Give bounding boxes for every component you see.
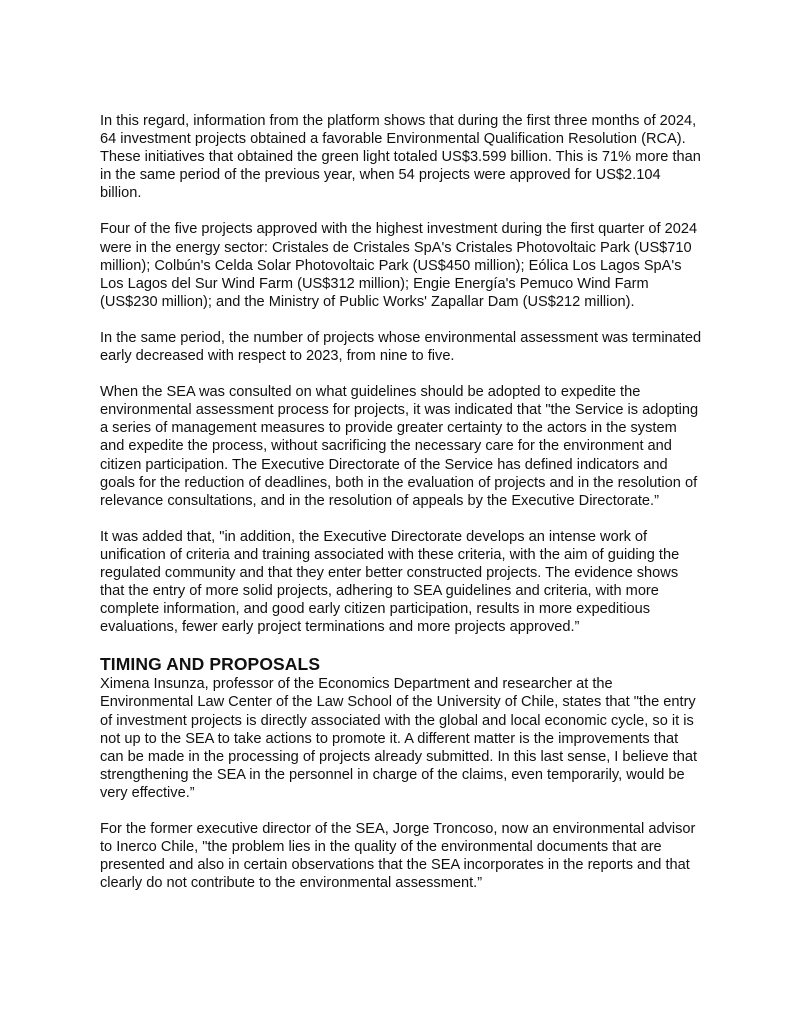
paragraph-executive-directorate: It was added that, "in addition, the Executive Directorate develops an intense work of unification of criteria and training associated with these criteria, with the aim of guiding the regulated community and that they enter better constructed projects. The evidence shows that the entry of more solid projects, adhering to SEA guidelines and criteria, with more complete information, and good early citizen participation, results in more expeditious evaluations, fewer early project terminations and more projects approved.” bbox=[100, 528, 680, 636]
paragraph-sea-guidelines: When the SEA was consulted on what guidelines should be adopted to expedite the environmental assessment process for projects, it was indicated that "the Service is adopting a series of management measures to provide greater certainty to the actors in the system and expedite the process, without sacrificing the necessary care for the environment and citizen participation. The Executive Directorate of the Service has defined indicators and goals for the reduction of deadlines, both in the evaluation of projects and in the resolution of relevance consultations, and in the resolution of appeals by the Executive Directorate.” bbox=[100, 384, 699, 509]
document-page bbox=[100, 112, 705, 910]
paragraph-rca-results: In this regard, information from the platform shows that during the first three months of 2024, 64 investment projects obtained a favorable Environmental Qualification Resolution (RCA). These initiatives that obtained the green light totaled US$3.599 billion. This is 71% more than in the same period of the previous year, when 54 projects were approved for US$2.104 billion. bbox=[100, 113, 701, 202]
paragraph-troncoso-quote: For the former executive director of the SEA, Jorge Troncoso, now an environmental advisor to Inerco Chile, "the problem lies in the quality of the environmental documents that are presented and also in certain observations that the SEA incorporates in the reports and that clearly do not contribute to the environmental assessment.” bbox=[100, 821, 696, 892]
section-heading: TIMING AND PROPOSALS bbox=[100, 654, 321, 675]
paragraph-early-terminations: In the same period, the number of projects whose environmental assessment was terminated early decreased with respect to 2023, from nine to five. bbox=[100, 329, 702, 365]
paragraph-top-projects: Four of the five projects approved with the highest investment during the first quarter of 2024 were in the energy sector: Cristales de Cristales SpA's Cristales Photovoltaic Park (US$710 million); Colbún's Celda Solar Photovoltaic Park (US$450 million); Eólica Los Lagos SpA's Los Lagos del Sur Wind Farm (US$312 million); Engie Energía's Pemuco Wind Farm (US$230 million); and the Ministry of Public Works' Zapallar Dam (US$212 million). bbox=[100, 221, 698, 310]
paragraph-insunza-quote: Ximena Insunza, professor of the Economics Department and researcher at the Environmental Law Center of the Law School of the University of Chile, states that "the entry of investment projects is directly associated with the global and local economic cycle, so it is not up to the SEA to take actions to promote it. A different matter is the improvements that can be made in the processing of projects already submitted. In this last sense, I believe that strengthening the SEA in the personnel in charge of the claims, even temporarily, would be very effective.” bbox=[100, 676, 698, 801]
